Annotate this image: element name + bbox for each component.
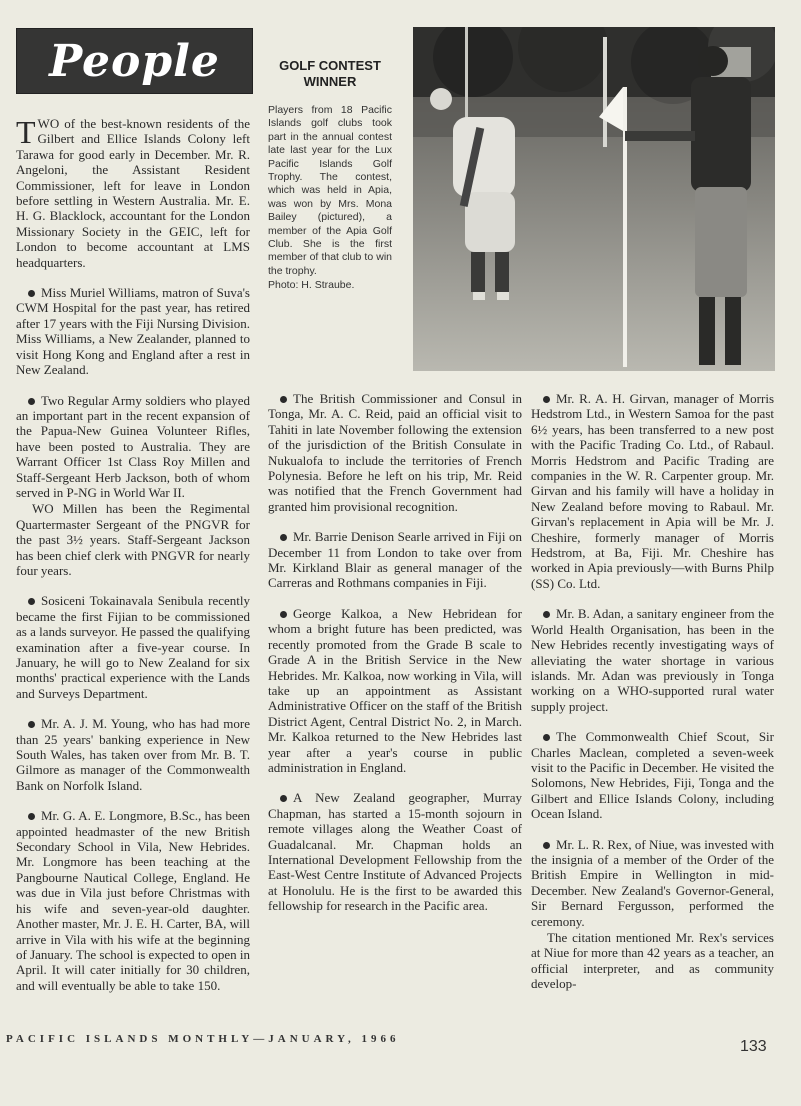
article-paragraph (16, 116, 250, 270)
section-title: People (49, 35, 220, 87)
caption-body: Players from 18 Pacific Islands golf clubs took part in the annual contest late last year for the Lux Pacific Islands Golf Trophy. The contest, which was held in Apia, was won by Mrs. Mona Bailey (pictured), a member of the Apia Golf Club. She is the first member of that club to win the trophy. (268, 104, 392, 277)
page-number: 133 (740, 1038, 767, 1055)
bullet-icon (28, 398, 35, 405)
paragraph-text: The citation mentioned Mr. Rex's services at Niue for more than 42 years as a teacher, an official interpreter, and as community develop- (531, 930, 774, 992)
bullet-icon (280, 534, 287, 541)
column-3 (531, 391, 774, 1007)
bullet-icon (543, 396, 550, 403)
paragraph-text: Mr. A. J. M. Young, who has had more than 25 years' banking experience in New South Wales, has taken over from Mr. B. T. Gilmore as manager of the Commonwealth Bank on Norfolk Island. (16, 716, 250, 793)
paragraph-text: Mr. Barrie Denison Searle arrived in Fiji on December 11 from London to take over from Mr. Kirkland Blair as general manager of the Carreras and Rothmans companies in Fiji. (268, 529, 522, 591)
paragraph-text: The British Commissioner and Consul in Tonga, Mr. A. C. Reid, paid an official visit to Tahiti in late November following the extension of the jurisdiction of the British Consulate in Nukualofa to include the territories of French Polynesia. Before he left on his trip, Mr. Reid was notified that the French Government had granted him provisional recognition. (268, 391, 522, 514)
article-paragraph (16, 716, 250, 793)
paragraph-text: WO Millen has been the Regimental Quartermaster Sergeant of the PNGVR for the past 3½ years. Staff-Sergeant Jackson has been chief clerk with PNGVR for nearly four years. (16, 501, 250, 578)
paragraph-text: Miss Muriel Williams, matron of Suva's CWM Hospital for the past year, has retired after 17 years with the Fiji Nursing Division. Miss Williams, a New Zealander, planned to visit Hong Kong and England after a rest in New Zealand. (16, 285, 250, 378)
golf-photo-image (413, 27, 775, 371)
photo-caption (268, 58, 392, 293)
golf-photo (413, 27, 775, 371)
bullet-icon (28, 598, 35, 605)
article-paragraph (16, 501, 250, 578)
bullet-icon (280, 795, 287, 802)
paragraph-text: WO of the best-known residents of the Gilbert and Ellice Islands Colony left Tarawa for good early in December. Mr. R. Angeloni, the Assistant Resident Commissioner, left for leave in London before settling in Western Australia. Mr. E. H. G. Blacklock, accountant for the London Missionary Society in the GEIC, left for London to become accountant at LMS headquarters. (16, 116, 250, 270)
bullet-icon (28, 813, 35, 820)
article-paragraph (16, 593, 250, 701)
paragraph-text: Sosiceni Tokainavala Senibula recently became the first Fijian to be commissioned as a lands surveyor. He passed the qualifying examination after a five-year course. In January, he will go to New Zealand for six months' practical experience with the Lands and Surveys Department. (16, 593, 250, 701)
paragraph-text: The Commonwealth Chief Scout, Sir Charles Maclean, completed a seven-week visit to the Pacific in December. He visited the Solomons, New Hebrides, Fiji, Tonga and the Gilbert and Ellice Islands Colony, including Ocean Island. (531, 729, 774, 822)
bullet-icon (28, 290, 35, 297)
column-1 (16, 116, 250, 1008)
paragraph-text: Mr. G. A. E. Longmore, B.Sc., has been appointed headmaster of the new British Secondary School in Vila, New Hebrides. Mr. Longmore has been teaching at the Pangbourne Nautical College, England. He was due in Vila just before Christmas with his wife and seven-year-old daughter. Another master, Mr. J. E. H. Carter, BA, will arrive in Vila with his wife at the beginning of January. The school is expected to open in April. It will cater initially for 30 children, and will eventually be able to take 150. (16, 808, 250, 993)
drop-cap: T (16, 114, 36, 150)
running-footer: PACIFIC ISLANDS MONTHLY—JANUARY, 1966 (6, 1033, 400, 1045)
section-masthead (16, 28, 253, 94)
article-paragraph (268, 606, 522, 775)
article-paragraph (16, 808, 250, 993)
article-paragraph (268, 790, 522, 913)
article-paragraph (268, 529, 522, 591)
article-paragraph (531, 729, 774, 821)
article-paragraph (531, 391, 774, 591)
article-paragraph (531, 606, 774, 714)
paragraph-text: Two Regular Army soldiers who played an important part in the recent expansion of the Papua-New Guinea Volunteer Rifles, have been posted to Australia. They are Warrant Officer 1st Class Roy Millen and Staff-Sergeant Herb Jackson, both of whom served in P-NG in World War II. (16, 392, 250, 500)
article-paragraph (16, 285, 250, 377)
column-2 (268, 391, 522, 929)
caption-heading: GOLF CONTEST WINNER (279, 58, 381, 89)
paragraph-text: George Kalkoa, a New Hebridean for whom a bright future has been predicted, was recently promoted from the Grade B scale to Grade A in the British Service in the New Hebrides. Mr. Kalkoa, now working in Vila, will take up an appointment as Assistant Administrative Officer on the staff of the British District Agent, Central District No. 2, in March. Mr. Kalkoa returned to the New Hebrides last year after a year's course in public administration in England. (268, 605, 522, 775)
bullet-icon (280, 396, 287, 403)
bullet-icon (543, 734, 550, 741)
bullet-icon (543, 611, 550, 618)
bullet-icon (28, 721, 35, 728)
paragraph-text: A New Zealand geographer, Murray Chapman, has started a 15-month sojourn in remote villages along the Weather Coast of Guadalcanal. Mr. Chapman holds an International Development Fellowship from the East-West Centre Institute of Advanced Projects at Honolulu. He is the first to be awarded this fellowship for research in the Pacific area. (268, 790, 522, 914)
photo-credit: Photo: H. Straube. (268, 279, 355, 292)
article-paragraph (16, 393, 250, 501)
bullet-icon (280, 611, 287, 618)
article-paragraph (531, 837, 774, 929)
article-paragraph (531, 930, 774, 992)
paragraph-text: Mr. B. Adan, a sanitary engineer from the World Health Organisation, has been in the New Hebrides recently investigating ways of alleviating the water shortage in various islands. Mr. Adan was previously in Tonga working on a WHO-supported rural water supply project. (531, 606, 774, 714)
paragraph-text: Mr. L. R. Rex, of Niue, was invested with the insignia of a member of the Order of the British Empire in Wellington in mid-December. New Zealand's Governor-General, Sir Bernard Fergusson, performed the ceremony. (531, 836, 774, 929)
article-paragraph (268, 391, 522, 514)
paragraph-text: Mr. R. A. H. Girvan, manager of Morris Hedstrom Ltd., in Western Samoa for the past 6½ years, has been transferred to a new post with the Pacific Trading Co. Ltd., of Rabaul. Morris Hedstrom and Pacific Trading are companies in the W. R. Carpenter group. Mr. Girvan and his family will have a holiday in New Zealand before moving to Rabaul. Mr. Girvan's replacement in Apia will be Mr. J. Cheshire, formerly manager of Morris Hedstrom, at Ba, Fiji. Mr. Cheshire has worked in Apia previously—with Burns Philp (SS) Co. Ltd. (531, 391, 774, 591)
bullet-icon (543, 842, 550, 849)
